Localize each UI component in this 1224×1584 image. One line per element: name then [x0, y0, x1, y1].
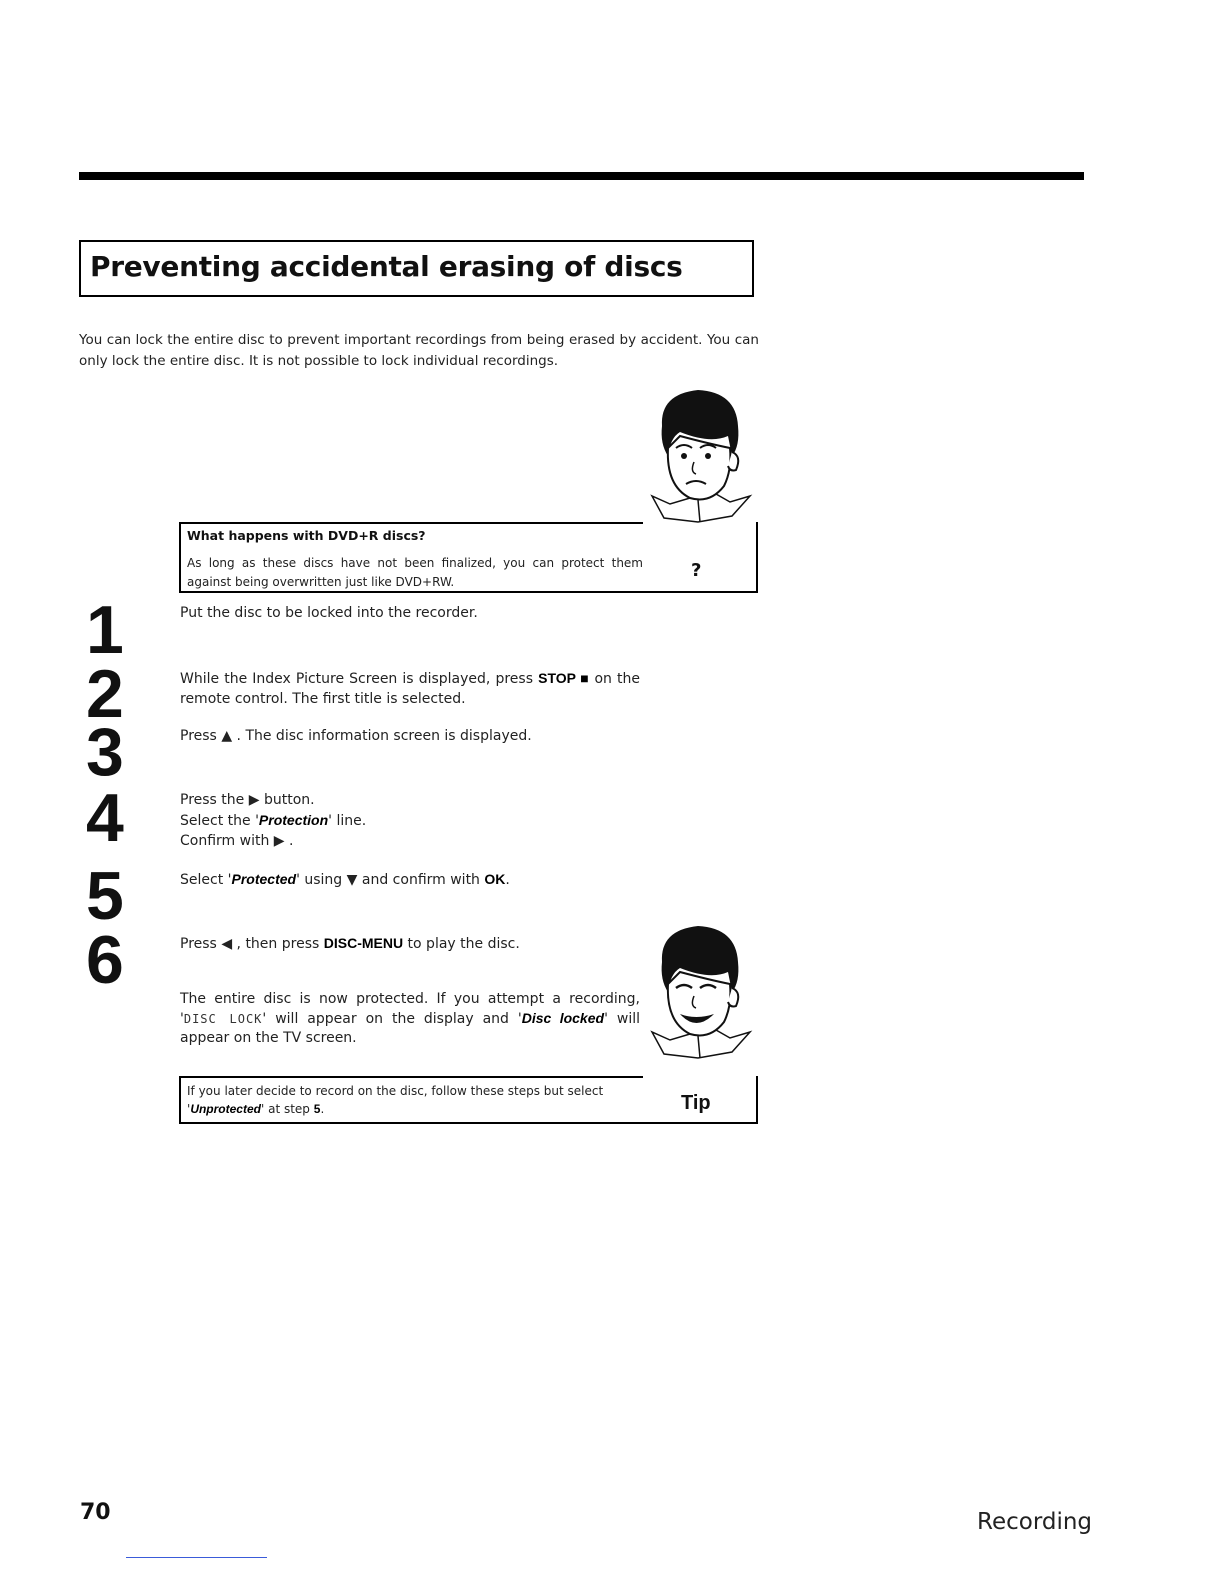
protected-option: Protected: [231, 871, 297, 887]
step-number-1: 1: [86, 592, 124, 668]
step-3-text: [180, 726, 640, 746]
info-heading: What happens with DVD+R discs?: [187, 528, 426, 543]
step-4-line-2-b: ' line.: [328, 813, 367, 829]
disc-menu-key: DISC-MENU: [323, 935, 404, 951]
protection-menu-item: Protection: [258, 812, 329, 828]
step-4-line-3: [180, 831, 640, 851]
down-arrow-icon: ▼: [346, 872, 358, 888]
left-arrow-icon: ◀: [221, 936, 233, 952]
step-2-part-b: on the remote control. The first title is selected.: [180, 671, 640, 707]
result-paragraph: [180, 990, 640, 1048]
step-4-line-2-a: Select the ': [180, 813, 259, 829]
step-4-line-3-a: Confirm with: [180, 833, 270, 849]
step-4-line-1-b: button.: [263, 792, 315, 808]
step-6-part-c: to play the disc.: [407, 936, 520, 952]
up-arrow-icon: ▲: [221, 728, 233, 744]
disc-locked-message: Disc locked: [521, 1010, 605, 1026]
step-4-line-2: [180, 810, 640, 831]
tip-text: [187, 1082, 643, 1118]
ok-key: OK: [484, 871, 506, 887]
step-5-part-a: Select ': [180, 872, 232, 888]
step-6-part-b: , then press: [236, 936, 320, 952]
step-6-text: [180, 933, 640, 954]
step-4-line-1: [180, 790, 640, 810]
smiling-man-illustration: [640, 922, 760, 1062]
step-6-part-a: Press: [180, 936, 217, 952]
step-number-6: 6: [86, 922, 124, 998]
page-title: Preventing accidental erasing of discs: [90, 250, 683, 283]
step-3-part-b: . The disc information screen is displayed.: [236, 728, 532, 744]
step-4-line-1-a: Press the: [180, 792, 245, 808]
step-number-5: 5: [86, 858, 124, 934]
tip-label: Tip: [681, 1092, 711, 1114]
step-5-part-b: ' using: [296, 872, 343, 888]
worried-man-illustration: [640, 386, 760, 526]
result-part-c: ' will appear on the TV screen.: [180, 1011, 640, 1046]
right-arrow-icon: ▶: [273, 833, 285, 849]
info-text: As long as these discs have not been finalized, you can protect them against being overwritten just like DVD+RW.: [187, 556, 643, 589]
result-part-b: ' will appear on the display and ': [262, 1011, 522, 1027]
question-mark: ?: [691, 560, 702, 581]
tip-box: [179, 1076, 758, 1124]
result-part-a: The entire disc is now protected. If you attempt a recording, ': [180, 991, 640, 1027]
tip-part-c: .: [320, 1102, 325, 1116]
display-readout: DISC LOCK: [183, 1012, 263, 1026]
step-5-part-d: .: [505, 872, 510, 888]
unprotected-option: Unprotected: [190, 1102, 261, 1116]
step-2-text: [180, 668, 640, 709]
page-number: 70: [80, 1500, 111, 1525]
step-number-4: 4: [86, 780, 124, 856]
tip-box-top-rule: [181, 1076, 643, 1078]
step-4-line-3-b: .: [289, 833, 294, 849]
step-3-part-a: Press: [180, 728, 217, 744]
tip-part-a: If you later decide to record on the disc, follow these steps but select ': [187, 1084, 604, 1116]
step-number-2: 2: [86, 656, 124, 732]
step-4-text: [180, 790, 640, 851]
section-name: Recording: [977, 1509, 1093, 1535]
info-box-top-rule: [181, 522, 643, 524]
step-1-text: Put the disc to be locked into the recorder.: [180, 605, 478, 621]
bottom-link-line: [126, 1557, 267, 1558]
step-5-part-c: and confirm with: [361, 872, 480, 888]
intro-paragraph: You can lock the entire disc to prevent important recordings from being erased by accident. You can only lock the entire disc. It is not possible to lock individual recordings.: [79, 332, 759, 369]
right-arrow-icon: ▶: [248, 792, 260, 808]
top-rule: [79, 172, 1084, 180]
step-number-3: 3: [86, 714, 124, 790]
tip-part-b: ' at step: [260, 1102, 310, 1116]
info-box: [179, 522, 758, 593]
step-5-text: [180, 869, 640, 890]
tip-step-ref: 5: [313, 1102, 321, 1116]
stop-key: STOP ■: [538, 670, 590, 686]
title-box: [79, 240, 754, 297]
step-2-part-a: While the Index Picture Screen is displayed, press: [180, 671, 533, 687]
